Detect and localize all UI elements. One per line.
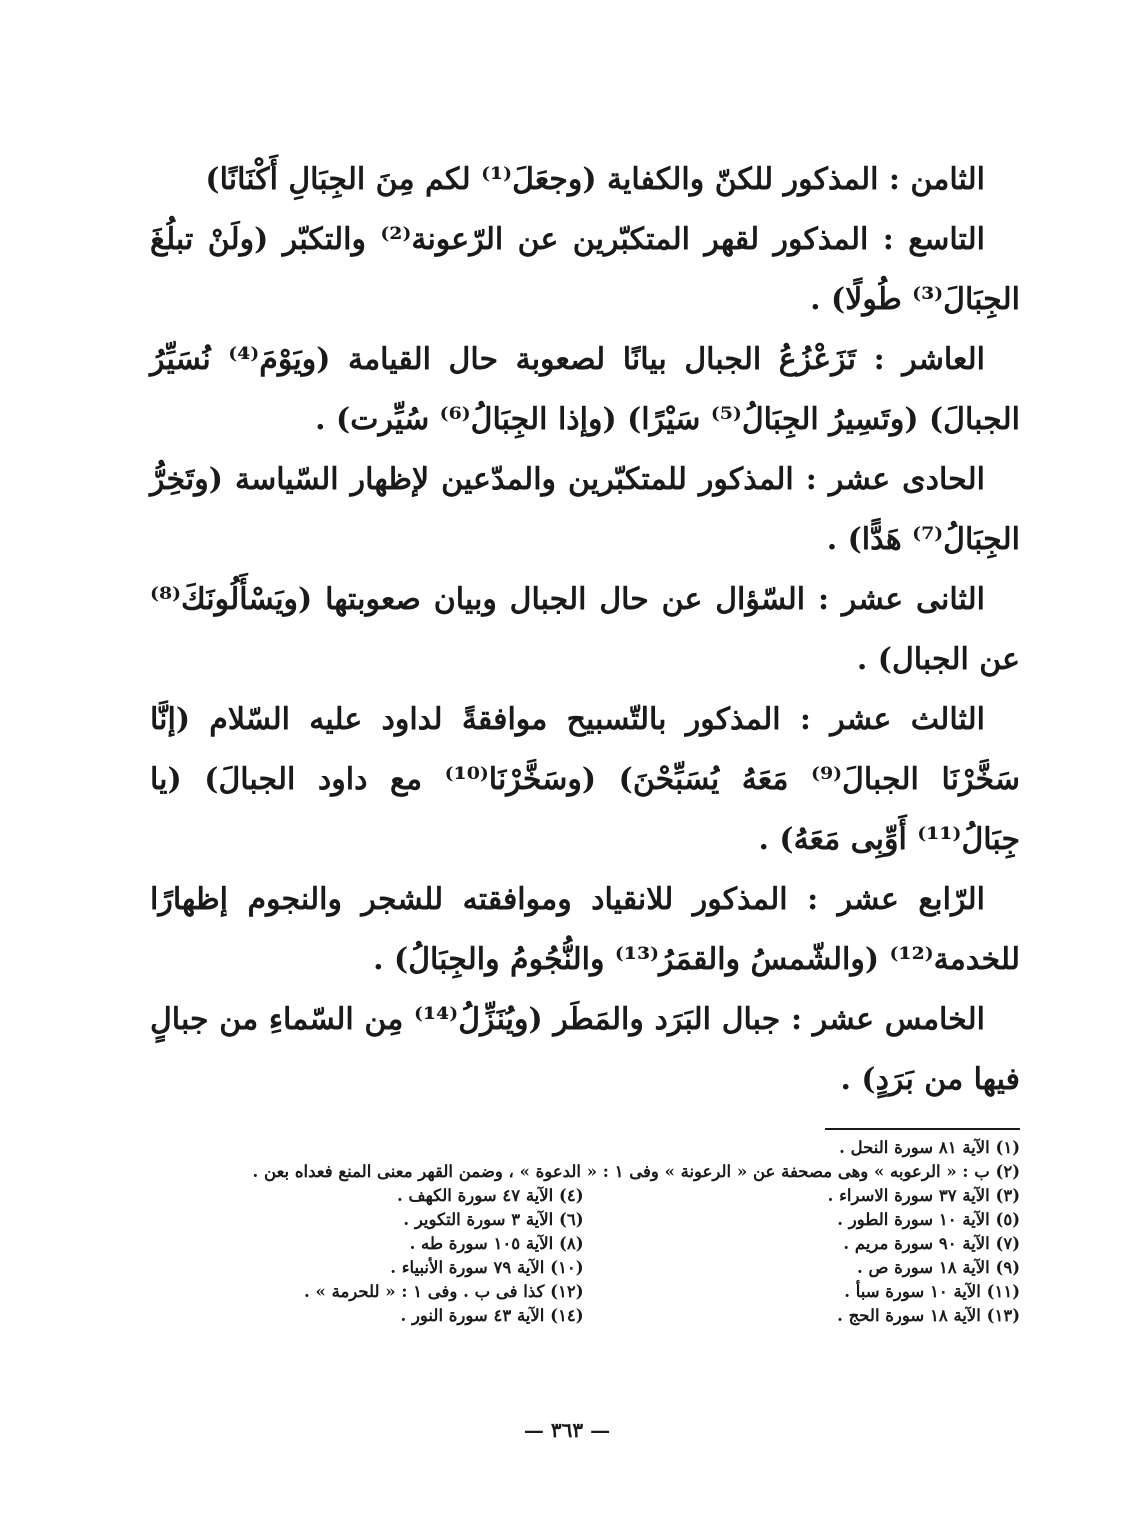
footnote-11: (١١) الآية ١٠ سورة سبأ . [844, 1282, 1020, 1301]
footnote-14: (١٤) الآية ٤٣ سورة النور . [400, 1306, 584, 1325]
paragraph-thirteenth: الثالث عشر : المذكور بالتّسبيح موافقةً لداود عليه السّلام (إنَّا سَخَّرْنَا الجبالَ⁽⁹⁾ مَعَهُ يُسَبِّحْنَ) (وسَخَّرْنَا⁽¹⁰⁾ مع داود الجبالَ) (يا جِبَالُ⁽¹¹⁾ أَوِّبِى مَعَهُ) . [150, 702, 1020, 857]
footnote-2: (٢) ب : « الرعوبه » وهى مصحفة عن « الرعونة » وفى ١ : « الدعوة » ، وضمن القهر معنى المنع فعداه بعن . [252, 1162, 1020, 1181]
footnote-7: (٧) الآية ٩٠ سورة مريم . [843, 1234, 1020, 1253]
footnote-8: (٨) الآية ١٠٥ سورة طه . [409, 1234, 584, 1253]
footnotes [165, 1136, 1020, 1328]
footnote-9: (٩) الآية ١٨ سورة ص . [856, 1258, 1020, 1277]
footnote-5: (٥) الآية ١٠ سورة الطور . [837, 1210, 1020, 1229]
paragraph-eighth: الثامن : المذكور للكنّ والكفاية (وجعَلَ⁽¹⁾ لكم مِنَ الجِبَالِ أَكْنَانًا) [205, 162, 985, 197]
paragraph-fifteenth: الخامس عشر : جبال البَرَد والمَطَر (ويُنَزِّلُ⁽¹⁴⁾ مِن السّماءِ من جبالٍ فيها من بَرَدٍ) . [150, 1002, 1020, 1097]
footnote-4: (٤) الآية ٤٧ سورة الكهف . [396, 1186, 584, 1205]
paragraph-tenth: العاشر : تَزَعْزُعُ الجبال بيانًا لصعوبة حال القيامة (ويَوْمَ⁽⁴⁾ نُسَيِّرُ الجبالَ) (وتَسِيرُ الجِبَالُ⁽⁵⁾ سَيْرًا) (وإذا الجِبَالُ⁽⁶⁾ سُيِّرت) . [150, 342, 1020, 437]
footnote-10: (١٠) الآية ٧٩ سورة الأنبياء . [390, 1258, 584, 1277]
footnote-13: (١٣) الآية ١٨ سورة الحج . [837, 1306, 1020, 1325]
footnote-12: (١٢) كذا فى ب . وفى ١ : « للحرمة » . [304, 1282, 584, 1301]
main-text [150, 150, 1020, 1110]
paragraph-twelfth: الثانى عشر : السّؤال عن حال الجبال وبيان صعوبتها (ويَسْأَلُونَكَ⁽⁸⁾ عن الجبال) . [150, 582, 1020, 677]
paragraph-fourteenth: الرّابع عشر : المذكور للانقياد وموافقته للشجر والنجوم إظهارًا للخدمة⁽¹²⁾ (والشّمسُ والقمَرُ⁽¹³⁾ والنُّجُومُ والجِبَالُ) . [150, 882, 1020, 977]
footnote-divider [825, 1128, 1020, 1130]
page-number: — ٣٦٣ — [523, 1418, 611, 1442]
footnote-6: (٦) الآية ٣ سورة التكوير . [403, 1210, 584, 1229]
footnote-1: (١) الآية ٨١ سورة النحل . [839, 1138, 1020, 1157]
paragraph-eleventh: الحادى عشر : المذكور للمتكبّرين والمدّعين لإظهار السّياسة (وتَخِرُّ الجِبَالُ⁽⁷⁾ هَدًّا) . [150, 462, 1020, 557]
footnote-columns [165, 1184, 1020, 1328]
footnote-3: (٣) الآية ٣٧ سورة الاسراء . [827, 1186, 1020, 1205]
paragraph-ninth: التاسع : المذكور لقهر المتكبّرين عن الرّعونة⁽²⁾ والتكبّر (ولَنْ تبلُغَ الجِبَالَ⁽³⁾ طُولًا) . [150, 222, 1020, 317]
